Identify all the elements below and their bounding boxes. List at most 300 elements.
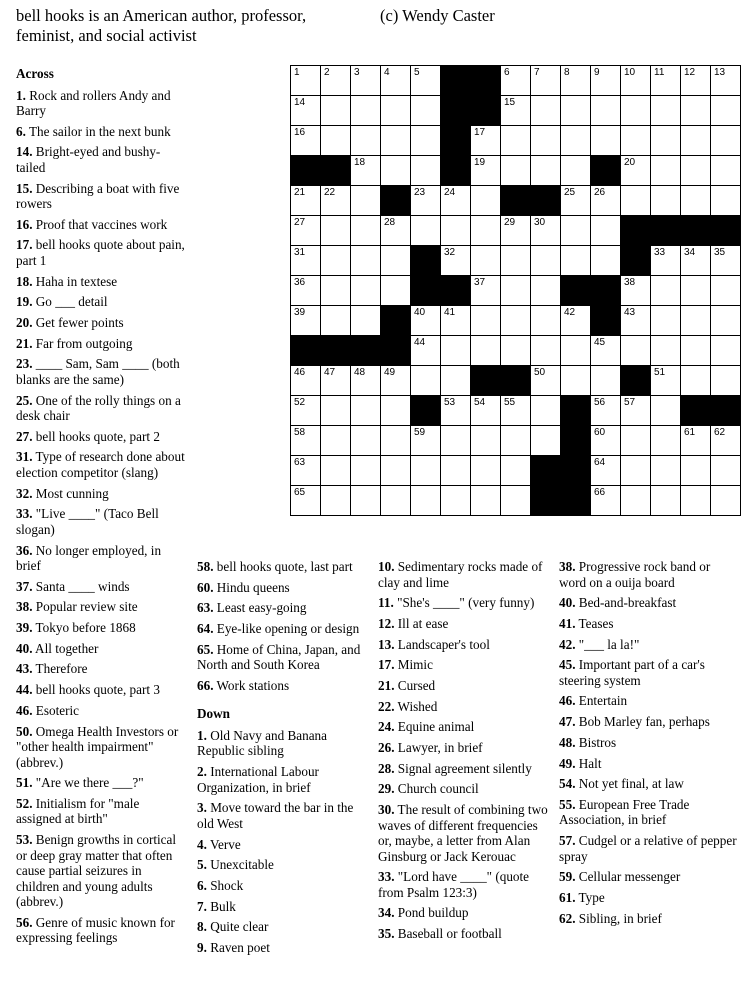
clue-number: 35.	[378, 926, 395, 942]
grid-cell[interactable]	[590, 95, 621, 126]
clue-number: 62.	[559, 910, 576, 926]
clue-text: bell hooks quote, part 3	[32, 682, 160, 698]
cell-number: 19	[474, 157, 486, 168]
clue-number: 60.	[197, 579, 214, 595]
grid-cell[interactable]	[590, 395, 621, 426]
clue-number: 18.	[16, 273, 33, 289]
grid-cell[interactable]	[530, 125, 561, 156]
clue-text: bell hooks quote, last part	[213, 559, 353, 574]
clue-text: Work stations	[213, 677, 290, 693]
grid-cell[interactable]	[560, 305, 591, 336]
grid-cell[interactable]	[500, 245, 531, 276]
grid-cell[interactable]	[530, 335, 561, 366]
clue-number: 31.	[16, 449, 33, 465]
grid-cell[interactable]	[710, 455, 741, 486]
grid-cell[interactable]	[320, 275, 351, 306]
grid-cell[interactable]	[710, 275, 741, 306]
grid-cell[interactable]	[590, 125, 621, 156]
grid-cell[interactable]	[680, 125, 711, 156]
grid-cell[interactable]	[410, 185, 441, 216]
grid-cell[interactable]	[590, 245, 621, 276]
clue-text: Least easy-going	[213, 600, 307, 616]
grid-cell[interactable]	[290, 95, 321, 126]
grid-cell[interactable]	[500, 275, 531, 306]
grid-cell[interactable]	[380, 485, 411, 516]
grid-cell[interactable]	[560, 365, 591, 396]
grid-cell[interactable]	[410, 215, 441, 246]
clue-number: 26.	[378, 740, 395, 755]
grid-cell[interactable]	[350, 155, 381, 186]
clue-item	[559, 869, 739, 885]
grid-cell[interactable]	[680, 485, 711, 516]
grid-cell[interactable]	[440, 215, 471, 246]
cell-number: 36	[294, 277, 306, 288]
grid-cell[interactable]	[530, 215, 561, 246]
grid-cell[interactable]	[350, 485, 381, 516]
clue-text: Tokyo before 1868	[32, 620, 136, 636]
grid-cell[interactable]	[350, 365, 381, 396]
clue-text: Bistros	[575, 734, 617, 750]
down-clues	[197, 728, 369, 956]
clue-number: 46.	[559, 693, 576, 709]
grid-cell[interactable]	[650, 185, 681, 216]
grid-cell[interactable]	[590, 485, 621, 516]
grid-cell[interactable]	[590, 425, 621, 456]
grid-cell[interactable]	[290, 215, 321, 246]
clue-text: Genre of music known for expressing feelings	[16, 914, 175, 946]
cell-number: 65	[294, 487, 306, 498]
cell-number: 33	[654, 247, 666, 258]
grid-cell[interactable]	[410, 155, 441, 186]
grid-cell[interactable]	[350, 305, 381, 336]
grid-cell[interactable]	[380, 395, 411, 426]
crossword-grid	[290, 65, 741, 516]
grid-block	[530, 485, 561, 516]
clue-text: The result of combining two waves of different frequencies or, maybe, a letter from Alan Ginsburg or Jack Kerouac	[378, 802, 548, 864]
grid-cell[interactable]	[500, 425, 531, 456]
clue-text: "Are we there ___?"	[32, 775, 144, 791]
grid-cell[interactable]	[530, 275, 561, 306]
grid-cell[interactable]	[320, 305, 351, 336]
grid-cell[interactable]	[680, 365, 711, 396]
grid-cell[interactable]	[530, 65, 561, 96]
cell-number: 3	[354, 67, 360, 78]
clue-text: Bulk	[206, 898, 236, 914]
grid-cell[interactable]	[500, 215, 531, 246]
grid-cell[interactable]	[710, 335, 741, 366]
grid-cell[interactable]	[650, 275, 681, 306]
cell-number: 62	[714, 427, 726, 438]
grid-cell[interactable]	[620, 125, 651, 156]
clue-text: Far from outgoing	[32, 335, 133, 351]
grid-cell[interactable]	[410, 365, 441, 396]
grid-cell[interactable]	[380, 365, 411, 396]
grid-cell[interactable]	[500, 455, 531, 486]
clue-item	[559, 616, 739, 632]
grid-cell[interactable]	[320, 215, 351, 246]
grid-cell[interactable]	[710, 155, 741, 186]
grid-cell[interactable]	[680, 245, 711, 276]
clue-text: Rock and rollers Andy and Barry	[16, 87, 171, 118]
grid-cell[interactable]	[470, 395, 501, 426]
grid-cell[interactable]	[710, 65, 741, 96]
grid-cell[interactable]	[620, 65, 651, 96]
clue-text: Bright-eyed and bushy-tailed	[16, 144, 161, 175]
grid-cell[interactable]	[410, 335, 441, 366]
grid-cell[interactable]	[470, 215, 501, 246]
grid-cell[interactable]	[710, 485, 741, 516]
grid-cell[interactable]	[560, 335, 591, 366]
grid-cell[interactable]	[650, 65, 681, 96]
clue-item	[197, 642, 369, 673]
grid-cell[interactable]	[500, 485, 531, 516]
grid-cell[interactable]	[530, 155, 561, 186]
grid-cell[interactable]	[350, 245, 381, 276]
grid-cell[interactable]	[680, 305, 711, 336]
cell-number: 28	[384, 217, 396, 228]
clue-text: Cursed	[394, 677, 436, 693]
grid-cell[interactable]	[620, 425, 651, 456]
grid-cell[interactable]	[290, 485, 321, 516]
grid-cell[interactable]	[320, 245, 351, 276]
clue-item	[559, 559, 739, 590]
grid-cell[interactable]	[440, 395, 471, 426]
cell-number: 45	[594, 337, 606, 348]
grid-block	[560, 455, 591, 486]
grid-cell[interactable]	[380, 155, 411, 186]
clue-number: 14.	[16, 144, 33, 160]
grid-cell[interactable]	[710, 305, 741, 336]
grid-cell[interactable]	[650, 425, 681, 456]
grid-block	[320, 335, 351, 366]
clue-item	[16, 315, 186, 331]
grid-cell[interactable]	[440, 425, 471, 456]
grid-cell[interactable]	[440, 305, 471, 336]
clue-text: Signal agreement silently	[394, 760, 532, 776]
cell-number: 63	[294, 457, 306, 468]
grid-cell[interactable]	[350, 275, 381, 306]
grid-cell[interactable]	[620, 485, 651, 516]
grid-cell[interactable]	[650, 455, 681, 486]
clue-number: 11.	[378, 595, 394, 611]
grid-cell[interactable]	[470, 425, 501, 456]
grid-cell[interactable]	[620, 305, 651, 336]
clue-item	[559, 637, 739, 653]
grid-cell[interactable]	[500, 95, 531, 126]
grid-cell[interactable]	[470, 185, 501, 216]
grid-cell[interactable]	[620, 455, 651, 486]
grid-cell[interactable]	[350, 455, 381, 486]
grid-cell[interactable]	[410, 125, 441, 156]
grid-cell[interactable]	[680, 155, 711, 186]
cell-number: 16	[294, 127, 306, 138]
grid-cell[interactable]	[380, 455, 411, 486]
grid-cell[interactable]	[470, 485, 501, 516]
grid-cell[interactable]	[470, 335, 501, 366]
grid-cell[interactable]	[620, 395, 651, 426]
grid-cell[interactable]	[530, 425, 561, 456]
grid-cell[interactable]	[470, 125, 501, 156]
grid-cell[interactable]	[410, 95, 441, 126]
clue-number: 52.	[16, 795, 33, 811]
grid-block	[500, 185, 531, 216]
grid-cell[interactable]	[620, 185, 651, 216]
clue-text: Mimic	[394, 657, 433, 673]
grid-cell[interactable]	[290, 275, 321, 306]
grid-cell[interactable]	[380, 275, 411, 306]
grid-cell[interactable]	[350, 215, 381, 246]
clue-item	[559, 776, 739, 792]
grid-cell[interactable]	[680, 275, 711, 306]
grid-cell[interactable]	[560, 155, 591, 186]
grid-block	[650, 215, 681, 246]
grid-cell[interactable]	[500, 155, 531, 186]
clue-text: Halt	[575, 755, 602, 771]
grid-cell[interactable]	[620, 95, 651, 126]
clue-item	[16, 579, 186, 595]
clue-item	[378, 802, 548, 864]
grid-cell[interactable]	[350, 425, 381, 456]
grid-cell[interactable]	[350, 65, 381, 96]
grid-cell[interactable]	[320, 395, 351, 426]
clue-text: One of the rolly things on a desk chair	[16, 392, 181, 424]
grid-cell[interactable]	[470, 275, 501, 306]
grid-cell[interactable]	[680, 455, 711, 486]
clue-number: 57.	[559, 833, 576, 849]
grid-block	[440, 275, 471, 306]
clue-number: 24.	[378, 719, 395, 735]
grid-cell[interactable]	[440, 335, 471, 366]
cell-number: 53	[444, 397, 456, 408]
clue-number: 21.	[16, 335, 33, 351]
grid-cell[interactable]	[590, 365, 621, 396]
clue-item	[197, 857, 369, 873]
grid-cell[interactable]	[710, 125, 741, 156]
grid-cell[interactable]	[320, 95, 351, 126]
grid-cell[interactable]	[710, 365, 741, 396]
grid-cell[interactable]	[680, 335, 711, 366]
clue-item	[378, 740, 548, 756]
grid-cell[interactable]	[530, 95, 561, 126]
grid-block	[290, 155, 321, 186]
clue-number: 59.	[559, 869, 576, 885]
grid-cell[interactable]	[560, 95, 591, 126]
grid-cell[interactable]	[500, 125, 531, 156]
grid-cell[interactable]	[710, 425, 741, 456]
clue-item	[16, 915, 186, 946]
grid-cell[interactable]	[380, 65, 411, 96]
clue-text: Lawyer, in brief	[394, 740, 483, 755]
grid-cell[interactable]	[590, 215, 621, 246]
grid-block	[680, 395, 711, 426]
grid-cell[interactable]	[710, 185, 741, 216]
clue-number: 6.	[16, 123, 26, 139]
clue-text: Most cunning	[32, 485, 109, 501]
grid-block	[380, 335, 411, 366]
grid-cell[interactable]	[350, 185, 381, 216]
grid-cell[interactable]	[680, 65, 711, 96]
clue-item	[16, 449, 186, 480]
grid-cell[interactable]	[650, 305, 681, 336]
cell-number: 1	[294, 67, 300, 78]
grid-cell[interactable]	[590, 335, 621, 366]
clue-number: 1.	[197, 727, 207, 743]
grid-cell[interactable]	[530, 245, 561, 276]
clue-item	[559, 595, 739, 611]
grid-cell[interactable]	[710, 95, 741, 126]
clue-number: 58.	[197, 559, 214, 574]
grid-cell[interactable]	[680, 95, 711, 126]
grid-cell[interactable]	[410, 305, 441, 336]
clue-item	[16, 832, 186, 910]
cell-number: 50	[534, 367, 546, 378]
grid-cell[interactable]	[710, 245, 741, 276]
grid-cell[interactable]	[560, 125, 591, 156]
clue-text: All together	[32, 640, 99, 656]
grid-cell[interactable]	[320, 185, 351, 216]
grid-cell[interactable]	[650, 365, 681, 396]
grid-cell[interactable]	[500, 395, 531, 426]
grid-cell[interactable]	[650, 335, 681, 366]
grid-cell[interactable]	[470, 155, 501, 186]
clue-item	[378, 719, 548, 735]
clue-number: 16.	[16, 216, 33, 232]
clue-number: 48.	[559, 734, 576, 750]
grid-cell[interactable]	[620, 275, 651, 306]
grid-cell[interactable]	[380, 125, 411, 156]
grid-cell[interactable]	[290, 185, 321, 216]
grid-cell[interactable]	[650, 485, 681, 516]
grid-cell[interactable]	[320, 125, 351, 156]
grid-cell[interactable]	[440, 185, 471, 216]
grid-cell[interactable]	[440, 455, 471, 486]
grid-cell[interactable]	[500, 65, 531, 96]
clue-text: Describing a boat with five rowers	[16, 180, 180, 212]
grid-cell[interactable]	[590, 65, 621, 96]
grid-cell[interactable]	[380, 425, 411, 456]
clue-item	[197, 919, 369, 935]
grid-cell[interactable]	[410, 455, 441, 486]
clue-number: 27.	[16, 428, 33, 444]
grid-cell[interactable]	[590, 185, 621, 216]
cell-number: 40	[414, 307, 426, 318]
clue-number: 15.	[16, 180, 33, 196]
grid-cell[interactable]	[380, 245, 411, 276]
grid-cell[interactable]	[290, 125, 321, 156]
cell-number: 5	[414, 67, 420, 78]
grid-cell[interactable]	[560, 215, 591, 246]
grid-cell[interactable]	[620, 335, 651, 366]
grid-cell[interactable]	[530, 365, 561, 396]
grid-cell[interactable]	[290, 65, 321, 96]
grid-cell[interactable]	[470, 455, 501, 486]
grid-block	[440, 155, 471, 186]
cell-number: 47	[324, 367, 336, 378]
clue-number: 56.	[16, 914, 33, 930]
grid-cell[interactable]	[410, 65, 441, 96]
grid-cell[interactable]	[680, 425, 711, 456]
clue-item	[378, 905, 548, 921]
grid-cell[interactable]	[650, 155, 681, 186]
grid-cell[interactable]	[440, 245, 471, 276]
cell-number: 43	[624, 307, 636, 318]
grid-cell[interactable]	[380, 215, 411, 246]
grid-cell[interactable]	[290, 245, 321, 276]
grid-cell[interactable]	[620, 155, 651, 186]
clue-text: Entertain	[575, 693, 628, 709]
clue-text: Wished	[394, 698, 438, 714]
grid-cell[interactable]	[590, 455, 621, 486]
clue-item	[197, 837, 369, 853]
grid-cell[interactable]	[410, 425, 441, 456]
grid-cell[interactable]	[320, 365, 351, 396]
clue-text: "Lord have ____" (quote from Psalm 123:3)	[378, 869, 530, 900]
grid-cell[interactable]	[650, 395, 681, 426]
clue-number: 66.	[197, 677, 214, 693]
grid-cell[interactable]	[470, 245, 501, 276]
grid-cell[interactable]	[560, 185, 591, 216]
grid-cell[interactable]	[440, 365, 471, 396]
clue-item	[378, 781, 548, 797]
clue-item	[16, 429, 186, 445]
grid-cell[interactable]	[350, 125, 381, 156]
cell-number: 29	[504, 217, 516, 228]
clue-number: 32.	[16, 485, 33, 501]
clue-item	[16, 217, 186, 233]
grid-cell[interactable]	[350, 395, 381, 426]
grid-cell[interactable]	[290, 425, 321, 456]
clue-item	[16, 703, 186, 719]
cell-number: 22	[324, 187, 336, 198]
grid-cell[interactable]	[650, 95, 681, 126]
grid-cell[interactable]	[320, 65, 351, 96]
grid-cell[interactable]	[320, 455, 351, 486]
grid-cell[interactable]	[560, 65, 591, 96]
clue-item	[197, 899, 369, 915]
grid-cell[interactable]	[320, 485, 351, 516]
cell-number: 41	[444, 307, 456, 318]
grid-cell[interactable]	[290, 395, 321, 426]
grid-cell[interactable]	[530, 305, 561, 336]
cell-number: 23	[414, 187, 426, 198]
grid-block	[560, 485, 591, 516]
grid-cell[interactable]	[500, 305, 531, 336]
clue-number: 8.	[197, 919, 207, 935]
grid-cell[interactable]	[290, 365, 321, 396]
clue-text: Get fewer points	[32, 315, 124, 330]
grid-cell[interactable]	[500, 335, 531, 366]
grid-cell[interactable]	[290, 305, 321, 336]
clue-text: Ill at ease	[394, 615, 449, 631]
grid-cell[interactable]	[650, 125, 681, 156]
grid-cell[interactable]	[650, 245, 681, 276]
grid-cell[interactable]	[320, 425, 351, 456]
grid-cell[interactable]	[470, 305, 501, 336]
clue-item	[16, 294, 186, 310]
grid-cell[interactable]	[680, 185, 711, 216]
cell-number: 44	[414, 337, 426, 348]
grid-cell[interactable]	[350, 95, 381, 126]
grid-cell[interactable]	[410, 485, 441, 516]
grid-cell[interactable]	[290, 455, 321, 486]
cell-number: 21	[294, 187, 306, 198]
grid-cell[interactable]	[440, 485, 471, 516]
grid-block	[470, 365, 501, 396]
grid-cell[interactable]	[560, 245, 591, 276]
grid-cell[interactable]	[530, 395, 561, 426]
clue-item	[197, 678, 369, 694]
grid-cell[interactable]	[380, 95, 411, 126]
